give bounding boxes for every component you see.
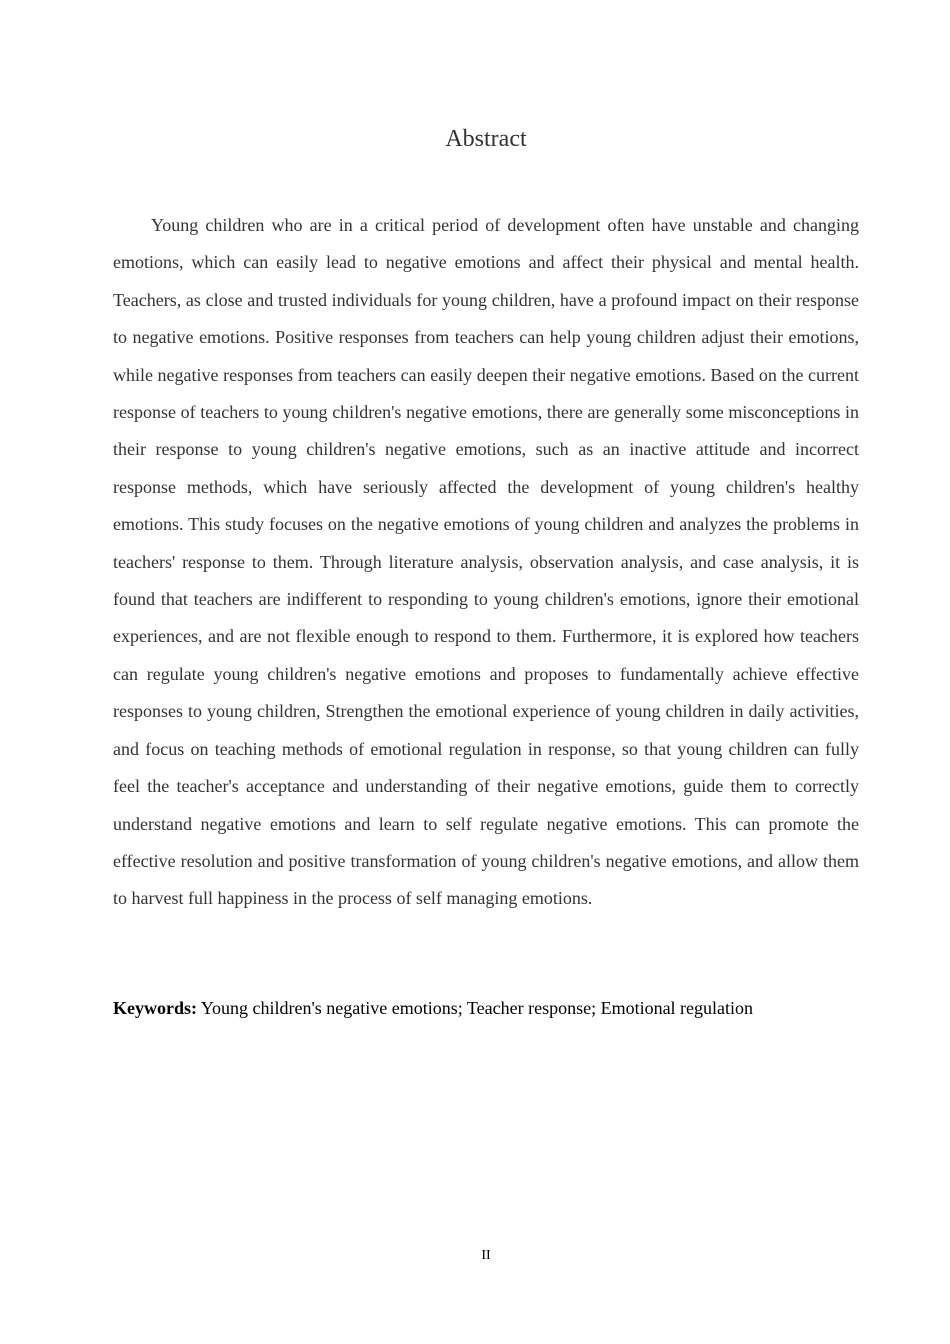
page-number: II — [481, 1248, 491, 1263]
keywords-text: Young children's negative emotions; Teacher response; Emotional regulation — [197, 998, 754, 1018]
abstract-body: Young children who are in a critical period of development often have unstable and changing emotions, which can easily lead to negative emotions and affect their physical and mental health. Teachers, as close and trusted individuals for young children, have a profound impact on their response to negative emotions. Positive responses from teachers can help young children adjust their emotions, while negative responses from teachers can easily deepen their negative emotions. Based on the current response of teachers to young children's negative emotions, there are generally some misconceptions in their response to young children's negative emotions, such as an inactive attitude and incorrect response methods, which have seriously affected the development of young children's healthy emotions. This study focuses on the negative emotions of young children and analyzes the problems in teachers' response to them. Through literature analysis, observation analysis, and case analysis, it is found that teachers are indifferent to responding to young children's emotions, ignore their emotional experiences, and are not flexible enough to respond to them. Furthermore, it is explored how teachers can regulate young children's negative emotions and proposes to fundamentally achieve effective responses to young children, Strengthen the emotional experience of young children in daily activities, and focus on teaching methods of emotional regulation in response, so that young children can fully feel the teacher's acceptance and understanding of their negative emotions, guide them to correctly understand negative emotions and learn to self regulate negative emotions. This can promote the effective resolution and positive transformation of young children's negative emotions, and allow them to harvest full happiness in the process of self managing emotions. — [113, 215, 859, 909]
keywords-label: Keywords: — [113, 998, 197, 1018]
keywords-line — [113, 994, 859, 1022]
page-title: Abstract — [445, 126, 527, 152]
